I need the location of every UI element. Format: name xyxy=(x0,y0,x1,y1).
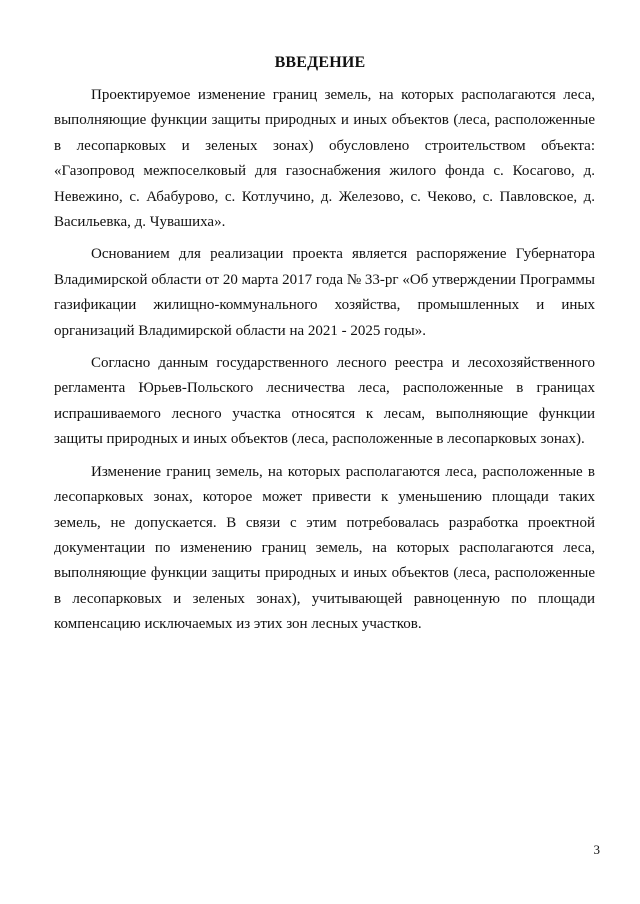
page-number: 3 xyxy=(593,842,600,857)
body-text xyxy=(54,83,595,645)
paragraph-3: Согласно данным государственного лесного реестра и лесохозяйственного регламента Юрьев-Польского лесничества леса, расположенные в границах испрашиваемого лесного участка относятся к лесам, выполняющие функции защиты природных и иных объектов (леса, расположенные в лесопарковых зонах). xyxy=(54,355,595,448)
paragraph-4: Изменение границ земель, на которых располагаются леса, расположенные в лесопарковых зонах, которое может привести к уменьшению площади таких земель, не допускается. В связи с этим потребовалась разработка проектной документации по изменению границ земель, на которых располагаются леса, выполняющие функции защиты природных и иных объектов (леса, расположенные в лесопарковых и зеленых зонах), учитывающей равноценную по площади компенсацию исключаемых из этих зон лесных участков. xyxy=(54,463,595,633)
paragraph-2: Основанием для реализации проекта является распоряжение Губернатора Владимирской области от 20 марта 2017 года № 33-рг «Об утверждении Программы газификации жилищно-коммунального хозяйства, промышленных и иных организаций Владимирской области на 2021 - 2025 годы». xyxy=(54,246,595,339)
paragraph-1: Проектируемое изменение границ земель, на которых располагаются леса, выполняющие функции защиты природных и иных объектов (леса, расположенные в лесопарковых и зеленых зонах) обусловлено строительством объекта: «Газопровод межпоселковый для газоснабжения жилого фонда с. Косагово, д. Невежино, с. Абабурово, с. Котлучино, д. Железово, с. Чеково, с. Павловское, д. Васильевка, д. Чувашиха». xyxy=(54,87,595,231)
section-title: ВВЕДЕНИЕ xyxy=(274,54,366,71)
